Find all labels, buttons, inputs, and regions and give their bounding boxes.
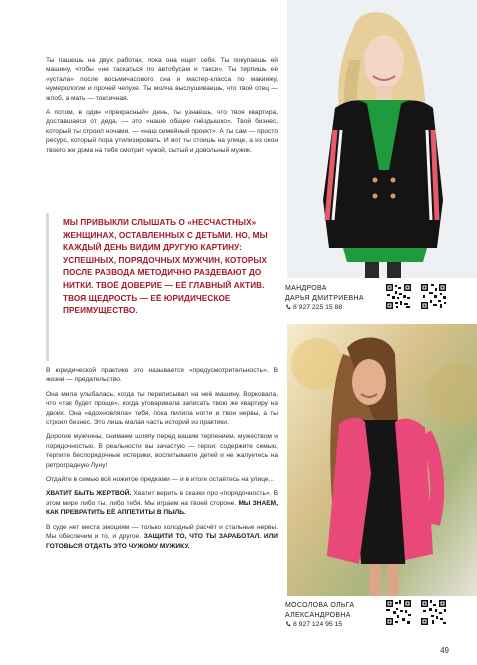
qr-code-icon	[420, 599, 447, 626]
qr-code[interactable]	[385, 599, 412, 626]
article-intro	[46, 56, 278, 160]
paragraph: Ты пашешь на двух работах, пока она ищет себя. Ты покупаешь ей машину, чтобы «не таскаться по автобусам и такси». Ты терпишь её «устала» после восьмичасового сна и мастер-класса по макияжу, нумерологии и прочей чепухе. Ты молча выслушиваешь, что твой отец — жлоб, а мать — токсичная.	[46, 57, 278, 102]
article-body	[46, 366, 278, 556]
paragraph: Дорогие мужчины, снимаем шляпу перед вашим терпением, мужеством и порядочностью. В реальности вы зачастую — герои: содержите семью, терпите беспорядочные истерики, воспитываете детей и не жалуетесь на ретроградную Луну!	[46, 433, 278, 469]
phone-icon	[285, 621, 291, 627]
bold-phrase: ЗАЩИТИ ТО, ЧТО ТЫ ЗАРАБОТАЛ. ИЛИ ГОТОВЬСЯ ОТДАТЬ ЭТО ЧУЖОМУ МУЖИКУ.	[46, 533, 278, 550]
paragraph: ХВАТИТ БЫТЬ ЖЕРТВОЙ. Хватит верить в сказки про «порядочность». В этом мире либо ты, либо тебя. Мы играем на твоей стороне. МЫ ЗНАЕМ, КАК ПРЕВРАТИТЬ ЕЁ АППЕТИТЫ В ПЫЛЬ.	[46, 490, 278, 517]
person-name: ДАРЬЯ ДМИТРИЕВНА	[285, 294, 364, 302]
person-name: АЛЕКСАНДРОВНА	[285, 611, 351, 619]
paragraph: В суде нет места эмоциям — только холодный расчёт и стальные нервы. Мы обеспечим и то, и другое. ЗАЩИТИ ТО, ЧТО ТЫ ЗАРАБОТАЛ. ИЛИ ГОТОВЬСЯ ОТДАТЬ ЭТО ЧУЖОМУ МУЖИКУ.	[46, 523, 278, 550]
phone-icon	[285, 304, 291, 310]
paragraph: А потом, в один «прекрасный» день, ты узнаёшь, что твоя квартира, доставшаяся от деда, — это «наше общее гнёздышко». Твой бизнес, который ты строил ночами, — «наш семейный проект». А ты сам — просто ресурс, который пора утилизировать. И вот ты стоишь на улице, а из окон твоего же дома на тебя смотрит чужой, сытый и довольный мужик.	[46, 109, 278, 154]
portrait-photo-mandrova	[287, 0, 477, 278]
pull-quote-text: МЫ ПРИВЫКЛИ СЛЫШАТЬ О «НЕСЧАСТНЫХ» ЖЕНЩИНАХ, ОСТАВЛЕННЫХ С ДЕТЬМИ. НО, МЫ КАЖДЫЙ ДЕНЬ ВИДИМ ДРУГУЮ КАРТИНУ: УСПЕШНЫХ, ПОРЯДОЧНЫХ МУЖЧИН, КОТОРЫХ ПОСЛЕ РАЗВОДА МЕТОДИЧНО РАЗДЕВАЮТ ДО НИТКИ. ТВОЁ ДОВЕРИЕ — ЕЁ ГЛАВНЫЙ АКТИВ. ТВОЯ ЩЕДРОСТЬ — ЕЁ ЮРИДИЧЕСКОЕ ПРЕИМУЩЕСТВО.	[63, 218, 268, 316]
paragraph: В юридической практике это называется «предусмотрительность». В жизни — предательство.	[46, 367, 278, 384]
pull-quote	[46, 213, 278, 361]
caption-mosolova	[285, 601, 354, 630]
caption-mandrova	[285, 284, 364, 313]
person-surname: МОСОЛОВА ОЛЬГА	[285, 602, 355, 609]
paragraph: Отдайте в семью всё ножитое предками — и в итоге остаётесь на улице...	[46, 476, 275, 484]
portrait-illustration	[287, 0, 477, 278]
portrait-photo-mosolova	[287, 324, 477, 596]
qr-code[interactable]	[385, 283, 412, 310]
portrait-illustration	[287, 324, 477, 596]
phone-number[interactable]: 8 927 225 15 88	[285, 303, 364, 313]
qr-code-icon	[420, 283, 447, 310]
bold-phrase: ХВАТИТ БЫТЬ ЖЕРТВОЙ.	[46, 490, 132, 498]
phone-number[interactable]: 8 927 124 95 15	[285, 620, 354, 630]
bold-phrase: МЫ ЗНАЕМ, КАК ПРЕВРАТИТЬ ЕЁ АППЕТИТЫ В ПЫЛЬ.	[46, 499, 278, 517]
qr-code-icon	[385, 599, 412, 626]
page-number: 49	[440, 646, 449, 655]
qr-code[interactable]	[420, 283, 447, 310]
person-surname: МАНДРОВА	[285, 285, 327, 292]
paragraph: Она мила улыбалась, когда ты переписывал на неё машину. Ворковала, что «так будет проще», когда уговаривала записать твою же квартиру на двоих. Она «вдохновляла» тебя, пока пилила ногти и твои нервы, а ты строил бизнес. Это лишь малая часть историй из практики.	[46, 390, 278, 427]
qr-code-icon	[385, 283, 412, 310]
qr-code[interactable]	[420, 599, 447, 626]
